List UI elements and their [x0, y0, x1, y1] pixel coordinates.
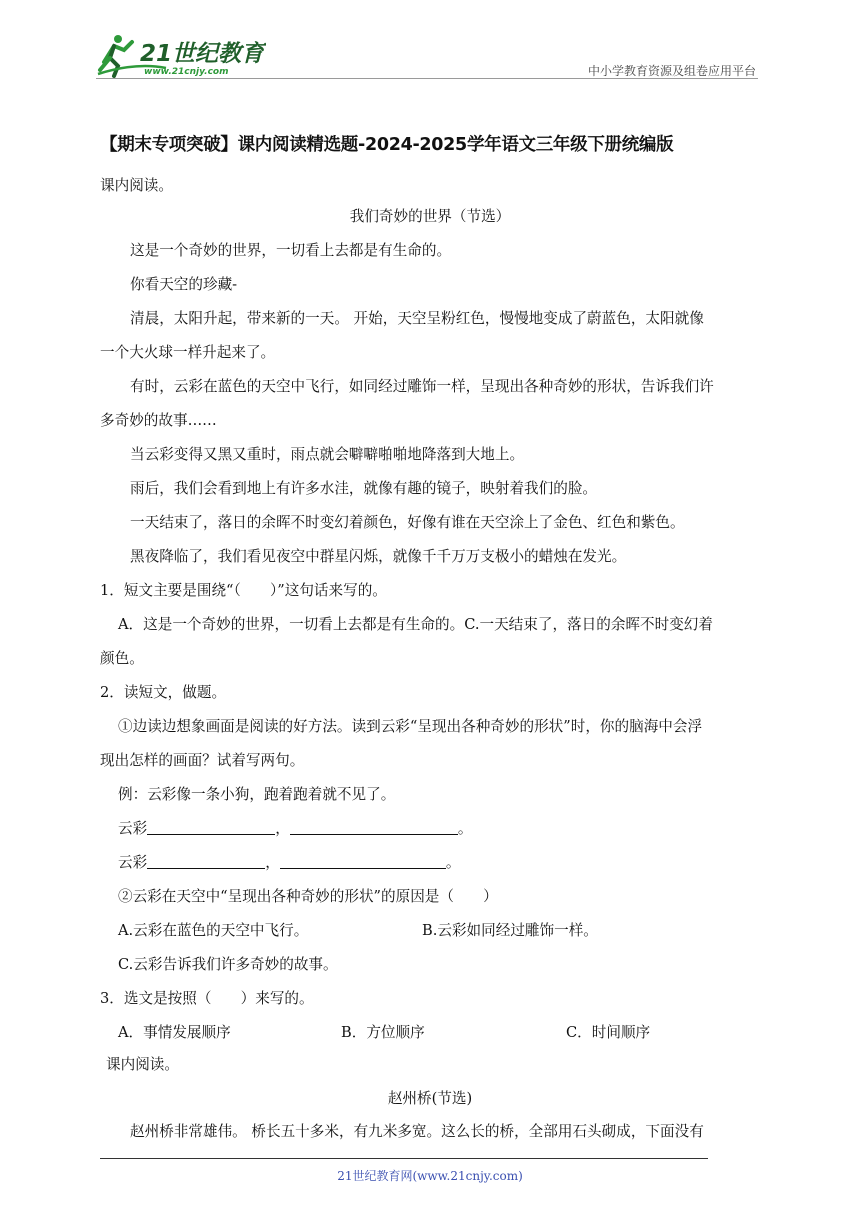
answer-comma: ，	[265, 854, 280, 871]
site-logo	[96, 32, 266, 82]
question-3-option-b: B．方位顺序	[341, 1024, 425, 1041]
passage1-p2: 你看天空的珍藏-	[130, 276, 238, 293]
question-2-2-option-b: B.云彩如同经过雕饰一样。	[422, 922, 598, 939]
answer-blank[interactable]	[290, 820, 458, 835]
passage2-heading: 赵州桥(节选)	[387, 1090, 473, 1107]
question-3-option-c: C．时间顺序	[566, 1024, 651, 1041]
answer-line-2	[118, 853, 460, 873]
question-2: 2．读短文，做题。	[100, 684, 227, 701]
answer-comma: ，	[275, 820, 290, 837]
passage1-p3b: 一个大火球一样升起来了。	[100, 344, 276, 361]
question-2-1-cont: 现出怎样的画面？试着写两句。	[100, 752, 305, 769]
footer-link[interactable]: 21世纪教育网(www.21cnjy.com)	[337, 1169, 523, 1183]
passage1-p4a: 有时，云彩在蓝色的天空中飞行，如同经过雕饰一样，呈现出各种奇妙的形状，告诉我们许	[130, 378, 714, 395]
answer-period: 。	[445, 854, 461, 871]
answer-label: 云彩	[118, 820, 148, 837]
logo-text: 21世纪教育	[140, 41, 265, 67]
answer-blank[interactable]	[280, 854, 446, 869]
passage1-p5: 当云彩变得又黑又重时，雨点就会噼噼啪啪地降落到大地上。	[130, 446, 525, 463]
passage1-p1: 这是一个奇妙的世界，一切看上去都是有生命的。	[130, 242, 452, 259]
question-1-options-cont: 颜色。	[100, 650, 144, 667]
answer-blank[interactable]	[147, 854, 265, 869]
question-1: 1．短文主要是围绕“（ ）”这句话来写的。	[100, 582, 387, 599]
passage1-p3a: 清晨，太阳升起，带来新的一天。 开始，天空呈粉红色，慢慢地变成了蔚蓝色，太阳就像	[130, 310, 704, 327]
answer-period: 。	[457, 820, 473, 837]
question-2-1: ①边读边想象画面是阅读的好方法。读到云彩“呈现出各种奇妙的形状”时，你的脑海中会浮	[118, 718, 703, 735]
passage1-heading: 我们奇妙的世界（节选）	[349, 208, 511, 225]
passage1-p6: 雨后，我们会看到地上有许多水洼，就像有趣的镜子，映射着我们的脸。	[130, 480, 598, 497]
answer-blank[interactable]	[147, 820, 275, 835]
answer-line-1	[118, 819, 472, 839]
logo-url: www.21cnjy.com	[144, 67, 229, 77]
passage2-p1: 赵州桥非常雄伟。 桥长五十多米，有九米多宽。这么长的桥，全部用石头砌成，下面没有	[130, 1123, 704, 1140]
platform-name: 中小学教育资源及组卷应用平台	[587, 64, 756, 78]
header-divider	[96, 78, 758, 79]
question-2-2: ②云彩在天空中“呈现出各种奇妙的形状”的原因是（ ）	[118, 888, 498, 905]
passage2-intro: 课内阅读。	[106, 1056, 179, 1073]
passage1-p7: 一天结束了，落日的余晖不时变幻着颜色，好像有谁在天空涂上了金色、红色和紫色。	[130, 514, 685, 531]
footer-divider	[100, 1158, 708, 1159]
passage1-p8: 黑夜降临了，我们看见夜空中群星闪烁，就像千千万万支极小的蜡烛在发光。	[130, 548, 627, 565]
question-3: 3．选文是按照（ ）来写的。	[100, 990, 314, 1007]
answer-label: 云彩	[118, 854, 148, 871]
question-1-options: A．这是一个奇妙的世界，一切看上去都是有生命的。C.一天结束了，落日的余晖不时变幻着	[118, 616, 713, 633]
passage1-p4b: 多奇妙的故事……	[100, 412, 217, 429]
question-2-example: 例：云彩像一条小狗，跑着跑着就不见了。	[118, 786, 396, 803]
page-title: 【期末专项突破】课内阅读精选题-2024-2025学年语文三年级下册统编版	[100, 135, 674, 155]
passage1-intro: 课内阅读。	[100, 177, 173, 194]
question-2-2-option-a: A.云彩在蓝色的天空中飞行。	[118, 922, 309, 939]
question-3-option-a: A．事情发展顺序	[118, 1024, 231, 1041]
question-2-2-option-c: C.云彩告诉我们许多奇妙的故事。	[118, 956, 338, 973]
